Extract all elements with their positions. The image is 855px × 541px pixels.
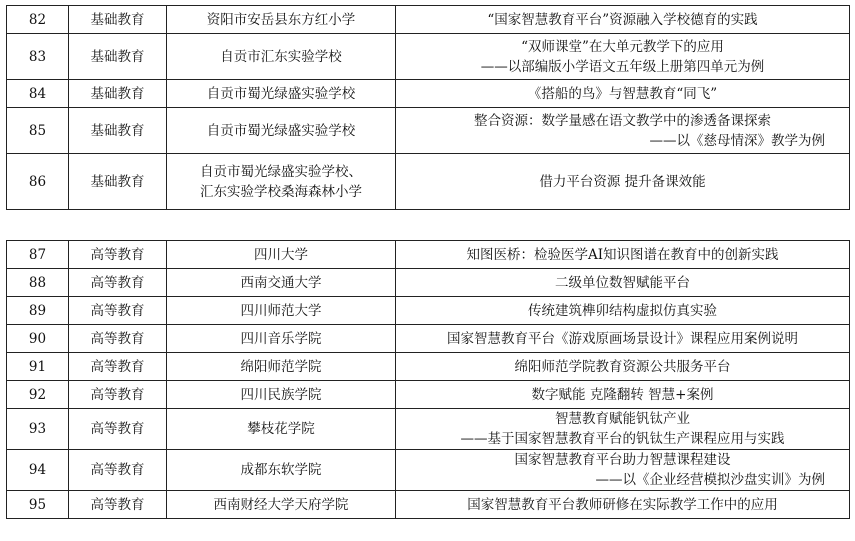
row-title: 二级单位数智赋能平台 (396, 269, 850, 297)
row-category: 高等教育 (69, 325, 167, 353)
row-title (396, 34, 850, 80)
row-number: 90 (7, 325, 69, 353)
table-row (7, 154, 850, 210)
table-row (7, 34, 850, 80)
title-subtitle: ——基于国家智慧教育平台的钒钛生产课程应用与实践 (460, 431, 785, 447)
row-school: 绵阳师范学院 (167, 353, 396, 381)
row-number: 88 (7, 269, 69, 297)
title-subtitle: ——以部编版小学语文五年级上册第四单元为例 (480, 58, 765, 75)
case-list-table-basic-education (6, 5, 850, 210)
row-school: 四川大学 (167, 241, 396, 269)
row-category: 基础教育 (69, 6, 167, 34)
case-list-table-higher-education (6, 240, 850, 519)
title-main: 国家智慧教育平台助力智慧课程建设 (514, 452, 731, 468)
row-school: 成都东软学院 (167, 450, 396, 491)
row-category: 高等教育 (69, 381, 167, 409)
row-category: 基础教育 (69, 108, 167, 154)
row-school: 四川音乐学院 (167, 325, 396, 353)
row-number: 89 (7, 297, 69, 325)
table-row (7, 353, 850, 381)
row-category: 高等教育 (69, 491, 167, 519)
row-title: 国家智慧教育平台《游戏原画场景设计》课程应用案例说明 (396, 325, 850, 353)
row-category: 高等教育 (69, 241, 167, 269)
title-main: 整合资源：数学量感在语文教学中的渗透备课探索 (474, 112, 771, 129)
row-title: 绵阳师范学院教育资源公共服务平台 (396, 353, 850, 381)
row-category: 基础教育 (69, 154, 167, 210)
row-school: 西南交通大学 (167, 269, 396, 297)
row-category: 高等教育 (69, 297, 167, 325)
row-number: 91 (7, 353, 69, 381)
row-title (396, 108, 850, 154)
table-row (7, 491, 850, 519)
row-school (167, 154, 396, 210)
table-row (7, 241, 850, 269)
table-row (7, 450, 850, 491)
row-category: 基础教育 (69, 34, 167, 80)
school-line-1: 自贡市蜀光绿盛实验学校、 (200, 163, 362, 180)
row-school: 自贡市蜀光绿盛实验学校 (167, 80, 396, 108)
row-school: 自贡市蜀光绿盛实验学校 (167, 108, 396, 154)
school-line-2: 汇东实验学校桑海森林小学 (200, 183, 362, 200)
title-main: 智慧教育赋能钒钛产业 (555, 411, 690, 427)
row-number: 82 (7, 6, 69, 34)
row-category: 高等教育 (69, 409, 167, 450)
row-title: “国家智慧教育平台”资源融入学校德育的实践 (396, 6, 850, 34)
table-row (7, 108, 850, 154)
table-row (7, 269, 850, 297)
row-school: 四川民族学院 (167, 381, 396, 409)
row-title (396, 450, 850, 491)
row-title: 借力平台资源 提升备课效能 (396, 154, 850, 210)
row-number: 95 (7, 491, 69, 519)
row-category: 高等教育 (69, 450, 167, 491)
row-category: 基础教育 (69, 80, 167, 108)
row-number: 85 (7, 108, 69, 154)
row-title: 知图医桥：检验医学AI知识图谱在教育中的创新实践 (396, 241, 850, 269)
row-school: 自贡市汇东实验学校 (167, 34, 396, 80)
row-number: 93 (7, 409, 69, 450)
row-school: 四川师范大学 (167, 297, 396, 325)
row-school: 西南财经大学天府学院 (167, 491, 396, 519)
row-category: 高等教育 (69, 269, 167, 297)
row-title: 传统建筑榫卯结构虚拟仿真实验 (396, 297, 850, 325)
table-row (7, 297, 850, 325)
row-number: 87 (7, 241, 69, 269)
row-title: 国家智慧教育平台教师研修在实际教学工作中的应用 (396, 491, 850, 519)
title-subtitle: ——以《慈母情深》教学为例 (649, 132, 825, 149)
table-row (7, 6, 850, 34)
row-number: 84 (7, 80, 69, 108)
row-category: 高等教育 (69, 353, 167, 381)
row-number: 83 (7, 34, 69, 80)
row-school: 资阳市安岳县东方红小学 (167, 6, 396, 34)
row-title: 数字赋能 克隆翻转 智慧+案例 (396, 381, 850, 409)
row-number: 86 (7, 154, 69, 210)
row-number: 92 (7, 381, 69, 409)
table-row (7, 381, 850, 409)
row-school: 攀枝花学院 (167, 409, 396, 450)
title-subtitle: ——以《企业经营模拟沙盘实训》为例 (595, 472, 825, 488)
table-row (7, 80, 850, 108)
title-main: “双师课堂”在大单元教学下的应用 (521, 38, 724, 55)
row-title (396, 409, 850, 450)
row-title: 《搭船的鸟》与智慧教育“同飞” (396, 80, 850, 108)
table-row (7, 325, 850, 353)
row-number: 94 (7, 450, 69, 491)
table-row (7, 409, 850, 450)
